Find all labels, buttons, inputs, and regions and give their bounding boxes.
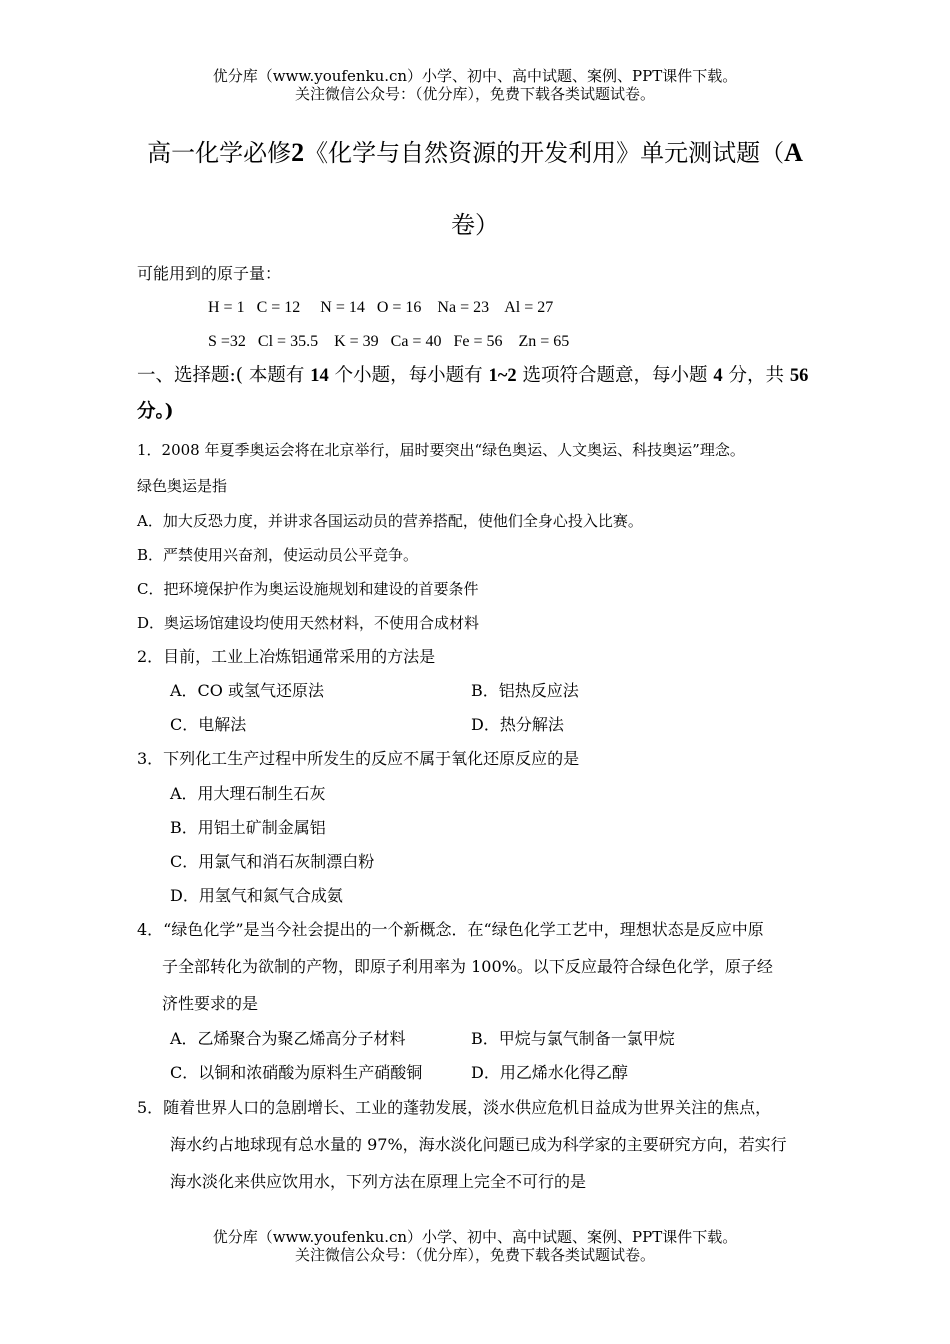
footer-line-1: 优分库（www.youfenku.cn）小学、初中、高中试题、案例、PPT课件下载。	[212, 1228, 738, 1246]
footer-line-2: 关注微信公众号：（优分库），免费下载各类试题试卷。	[294, 1246, 655, 1264]
q3-stem: 3．下列化工生产过程中所发生的反应不属于氧化还原反应的是	[137, 749, 580, 768]
title-part-2: 《化学与自然资源的开发利用》单元测试题（	[304, 139, 785, 167]
q1-option-a: A．加大反恐力度，并讲求各国运动员的营养搭配，使他们全身心投入比赛。	[137, 512, 643, 530]
q4-stem-line-3: 济性要求的是	[162, 994, 259, 1013]
q4-option-c: C．以铜和浓硝酸为原料生产硝酸铜	[170, 1063, 423, 1082]
section-part-4: 选项符合题意，每小题	[516, 365, 714, 386]
section-heading	[137, 365, 808, 387]
atomic-mass-label: 可能用到的原子量：	[137, 264, 282, 283]
section-part-2: 本题有	[242, 365, 311, 386]
q3-option-c: C．用氯气和消石灰制漂白粉	[170, 852, 375, 871]
q1-option-c: C．把环境保护作为奥运设施规划和建设的首要条件	[137, 580, 479, 598]
q4-option-b: B．甲烷与氯气制备一氯甲烷	[471, 1029, 675, 1048]
header-line-1: 优分库（www.youfenku.cn）小学、初中、高中试题、案例、PPT课件下载。	[212, 67, 738, 85]
document-title-line-2: 卷）	[451, 211, 499, 239]
document-title	[0, 133, 950, 168]
q2-option-c: C．电解法	[170, 715, 247, 734]
atomic-mass-row-1: H = 1 C = 12 N = 14 O = 16 Na = 23 Al = 27	[208, 299, 554, 316]
q5-stem-line-3: 海水淡化来供应饮用水，下列方法在原理上完全不可行的是	[170, 1172, 587, 1191]
section-part-1: 一、选择题:(	[137, 365, 243, 386]
page-header	[0, 67, 950, 103]
q4-option-d: D．用乙烯水化得乙醇	[471, 1063, 628, 1082]
q2-option-d: D．热分解法	[471, 715, 564, 734]
q4-stem-line-2: 子全部转化为欲制的产物，即原子利用率为 100%。以下反应最符合绿色化学，原子经	[162, 957, 773, 976]
section-part-3: 个小题，每小题有	[328, 365, 489, 386]
q2-stem: 2．目前，工业上冶炼铝通常采用的方法是	[137, 647, 436, 666]
section-points: 4	[713, 366, 723, 386]
title-part-1: 高一化学必修	[147, 139, 292, 167]
header-line-2: 关注微信公众号：（优分库），免费下载各类试题试卷。	[294, 85, 655, 103]
title-letter: A	[784, 138, 803, 167]
section-heading-line-2: 分。)	[137, 401, 174, 422]
q3-option-d: D．用氢气和氮气合成氨	[170, 886, 343, 905]
q1-option-b: B．严禁使用兴奋剂，使运动员公平竞争。	[137, 546, 419, 564]
q2-option-a: A．CO 或氢气还原法	[170, 681, 325, 700]
q4-stem-line-1: 4．“绿色化学”是当今社会提出的一个新概念．在“绿色化学工艺中，理想状态是反应中原	[137, 920, 764, 939]
title-number: 2	[291, 138, 305, 167]
q5-stem-line-2: 海水约占地球现有总水量的 97%，海水淡化问题已成为科学家的主要研究方向，若实行	[170, 1135, 787, 1154]
q3-option-b: B．用铝土矿制金属铝	[170, 818, 326, 837]
section-options: 1~2	[488, 366, 517, 386]
q5-stem-line-1: 5．随着世界人口的急剧增长、工业的蓬勃发展，淡水供应危机日益成为世界关注的焦点，	[137, 1098, 772, 1117]
section-part-5: 分，共	[722, 365, 790, 386]
q3-option-a: A．用大理石制生石灰	[170, 784, 326, 803]
q4-option-a: A．乙烯聚合为聚乙烯高分子材料	[170, 1029, 406, 1048]
q2-option-b: B．铝热反应法	[471, 681, 579, 700]
q1-stem-line-1: 1．2008 年夏季奥运会将在北京举行，届时要突出“绿色奥运、人文奥运、科技奥运”理念。	[137, 441, 745, 459]
page-footer	[0, 1228, 950, 1264]
q1-stem-line-2: 绿色奥运是指	[137, 477, 228, 495]
atomic-mass-row-2: S =32 Cl = 35.5 K = 39 Ca = 40 Fe = 56 Zn = 65	[208, 333, 570, 350]
section-total: 56	[789, 366, 809, 386]
q1-option-d: D．奥运场馆建设均使用天然材料，不使用合成材料	[137, 614, 480, 632]
section-count: 14	[310, 366, 329, 386]
